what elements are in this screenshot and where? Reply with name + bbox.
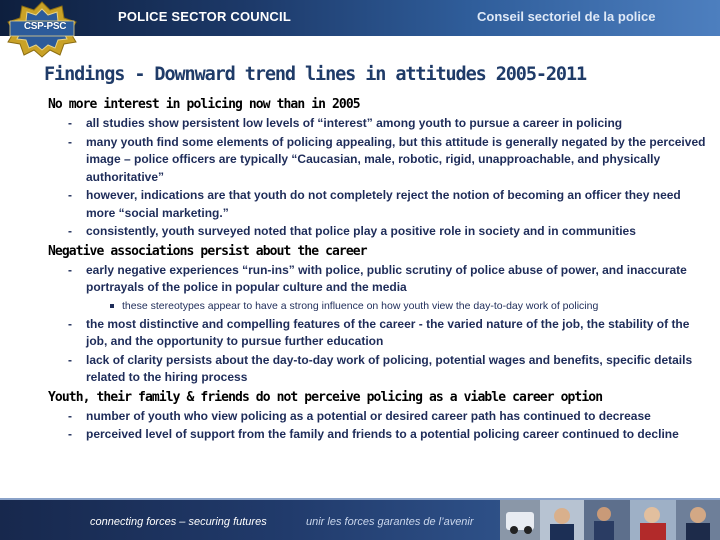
dash-mark: - xyxy=(68,408,72,423)
list-item xyxy=(48,408,708,426)
list-item-text: all studies show persistent low levels of “interest” among youth to pursue a career in policing xyxy=(86,116,623,130)
dash-mark: - xyxy=(68,116,72,130)
list-item-text: the most distinctive and compelling features of the career - the varied nature of the job, the stability of the job, and the opportunity to pursue further education xyxy=(86,316,690,348)
list-item-text: early negative experiences “run-ins” with police, public scrutiny of police abuse of power, and inaccurate portrayals of the police in popular culture and the media xyxy=(86,262,687,294)
photo-collage-image xyxy=(500,500,720,540)
sub-list-item xyxy=(48,298,708,314)
list-item xyxy=(48,115,708,133)
list-item xyxy=(48,352,708,387)
slide-content xyxy=(48,96,708,445)
dash-mark: - xyxy=(68,188,72,202)
bullet-list xyxy=(48,408,708,444)
list-item-text: many youth find some elements of policing appealing, but this attitude is generally negated by the perceived image – police officers are typically “Caucasian, male, robotic, rigid, unapproachable, and physically authoritative” xyxy=(86,134,706,184)
list-item-text: number of youth who view policing as a potential or desired career path has continued to decrease xyxy=(86,408,651,423)
list-item-text: lack of clarity persists about the day-to-day work of policing, potential wages and benefits, specific details related to the hiring process xyxy=(86,352,693,384)
list-item xyxy=(48,134,708,187)
footer-tagline-en: connecting forces – securing futures xyxy=(90,516,267,528)
bullet-list xyxy=(48,262,708,297)
list-item-text: perceived level of support from the family and friends to a potential policing career continued to decline xyxy=(86,427,679,441)
list-item xyxy=(48,223,708,241)
dash-mark: - xyxy=(68,316,72,331)
csp-psc-logo xyxy=(4,0,80,58)
section-heading: Negative associations persist about the career xyxy=(48,243,367,259)
dash-mark: - xyxy=(68,262,72,277)
dash-mark: - xyxy=(68,352,72,367)
dash-mark: - xyxy=(68,427,72,441)
footer-tagline-fr: unir les forces garantes de l’avenir xyxy=(306,516,474,528)
slide-title: Findings - Downward trend lines in attitudes 2005-2011 xyxy=(44,64,587,85)
list-item-text: consistently, youth surveyed noted that police play a positive role in society and in communities xyxy=(86,224,636,238)
section-heading: Youth, their family & friends do not perceive policing as a viable career option xyxy=(48,389,603,405)
logo-text: CSP-PSC xyxy=(23,21,67,32)
header-title-en: POLICE SECTOR COUNCIL xyxy=(118,9,291,24)
header-band xyxy=(0,0,720,36)
header-title-fr: Conseil sectoriel de la police xyxy=(477,9,656,24)
list-item xyxy=(48,262,708,297)
sub-list-item-text: these stereotypes appear to have a strong influence on how youth view the day-to-day work of policing xyxy=(122,299,599,312)
list-item xyxy=(48,426,708,444)
footer-photo-collage xyxy=(500,500,720,540)
dash-mark: - xyxy=(68,224,72,238)
dash-mark: - xyxy=(68,134,72,149)
list-item-text: however, indications are that youth do not completely reject the notion of becoming an officer they need more “social marketing.” xyxy=(86,188,681,220)
list-item xyxy=(48,316,708,351)
square-bullet-icon xyxy=(110,304,114,308)
section-heading: No more interest in policing now than in 2005 xyxy=(48,97,360,112)
list-item xyxy=(48,187,708,222)
bullet-list xyxy=(48,316,708,387)
bullet-list xyxy=(48,115,708,241)
